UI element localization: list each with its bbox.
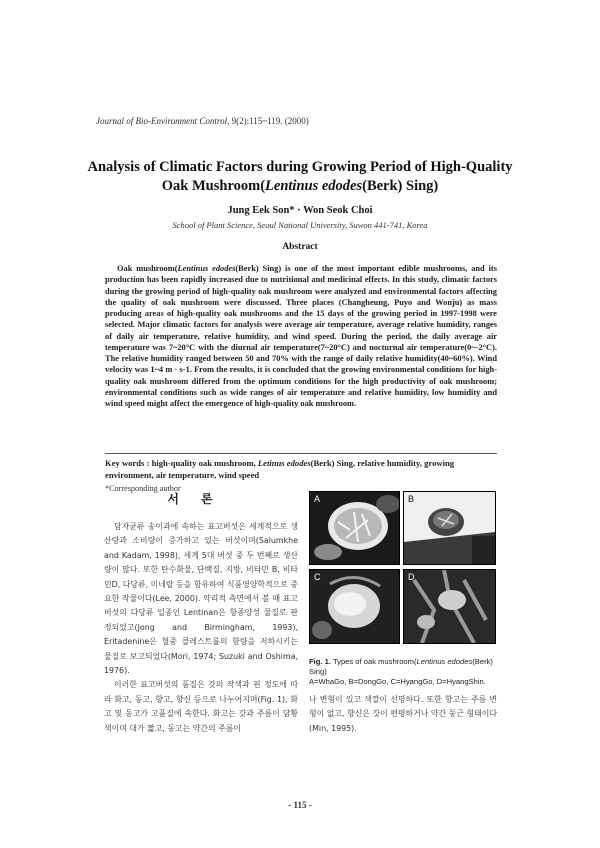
- abstract-text: (Berk) Sing) is one of the most important edible mushrooms, and its production has been rapidly increased due to nutritional and medicinal effects. In this study, climatic factors during the growing period of high-quality oak mushroom were analyzed and environmental factors affecting the quality of oak mushroom were discussed. Three places (Changheung, Puyo and Wonju) as mass producing areas of high-quality oak mushrooms and the 15 days of the growing period in 1997-1998 were selected. Major climatic factors for analysis were average air temperature, average relative humidity, ranges of daily air temperature, relative humidity, and wind speed. During the period, the daily average air temperature was 7~20°C with the diurnal air temperature(7~20°C) and nocturnal air temperature(0~-2°C). The relative humidity ranged between 50 and 70% with the range of daily relative humidity(40~60%). Wind velocity was 1~4 m · s-1. From the results, it is concluded that the growing environmental conditions for high-quality oak mushroom differed from the optimum conditions for the high productivity of oak mushroom; environmental conditions such as wide ranges of air temperature and relative humidity, low humidity and wind speed might affect the emergence of high-quality oak mushroom.: [105, 264, 497, 408]
- panel-label-b: B: [408, 494, 415, 504]
- photo-panel-a: [309, 491, 400, 565]
- authors: Jung Eek Son* · Won Seok Choi: [227, 205, 373, 216]
- title-line-1: Analysis of Climatic Factors during Growing Period of High-Quality: [87, 159, 513, 175]
- keywords-before: high-quality oak mushroom,: [151, 458, 256, 468]
- journal-citation: [96, 116, 309, 126]
- panel-label-d: D: [408, 572, 415, 582]
- figure-1-mushroom-photos: [309, 491, 495, 643]
- panel-label-c: C: [314, 572, 321, 582]
- page-number: - 115 -: [288, 800, 312, 810]
- section-heading-introduction: 서론: [167, 492, 235, 506]
- title-line-2-prefix: Oak Mushroom(: [161, 178, 266, 194]
- keywords-species: Letinus edodes: [257, 458, 311, 468]
- keywords: [105, 458, 497, 481]
- journal-name: Journal of Bio-Environment Control,: [96, 116, 230, 126]
- title-line-2-suffix: (Berk) Sing): [362, 178, 439, 194]
- body-paragraph-2: 이러한 표고버섯의 품질은 갓의 작색과 핀 정도에 따라 화고, 동고, 향고, 향신 등으로 나누어지며(Fig. 1), 화고 및 동고가 고품질에 속한다. 화고는 갓과 주름이 담황색이며 대가 짧고, 동고는 약간의 주름이: [104, 680, 298, 733]
- body-paragraph-1: 담자균류 송이과에 속하는 표고버섯은 세계적으로 생산량과 소비량이 증가하고 있는 버섯이며(Salumkhe and Kadam, 1998), 세계 5대 버섯 중 두 번째로 생산량이 많다. 또한 탄수화물, 단백질, 지방, 비타민 B, 비타민D, 다당류, 미네랄 등을 함유하여 식품영양학적으로 중요한 작물이다(Lee, 2000). 약리적 측면에서 볼 때 표고버섯의 다당류 일종인 Lentinan은 항종양성 물질로 판정되었고(Jong and Birmingham, 1993), Eritadenine은 혈중 콜레스트롤의 함량을 저하시키는 물질로 보고되었다(Mori, 1974; Suzuki and Oshima, 1976).: [104, 522, 298, 676]
- body-text-left-column: [104, 520, 298, 736]
- keywords-label: Key words :: [105, 458, 150, 468]
- affiliation: School of Plant Science, Seoul National University, Suwon 441-741, Korea: [172, 220, 428, 230]
- photo-panel-b: [403, 491, 496, 565]
- body-text-right-column: 나 변형이 있고 색깔이 선명하다. 또한 향고는 주름 변형이 없고, 향신은 갓이 편평하거나 약간 둥근 형태이다(Min, 1995).: [309, 695, 497, 733]
- photo-panel-d: [403, 569, 496, 644]
- figure-1-caption: [309, 657, 497, 687]
- caption-label: Fig. 1.: [309, 657, 331, 666]
- caption-species: Lentinus edodes: [416, 657, 473, 666]
- title-species: Lentinus edodes: [265, 178, 363, 194]
- panel-label-a: A: [314, 494, 321, 504]
- section-divider: [105, 453, 497, 454]
- abstract-lead: Oak mushroom(: [117, 264, 178, 273]
- journal-volume: 9(2):115~119. (2000): [231, 116, 309, 126]
- title-line-2: [60, 177, 540, 196]
- keywords-after: (Berk) Sing, relative humidity, growing environment, air temperature, wind speed: [105, 458, 455, 480]
- abstract-body: [105, 263, 497, 409]
- caption-text-after: (Berk) Sing): [309, 657, 493, 676]
- caption-line-2: A=WhaGo, B=DongGo, C=HyangGo, D=HyangShin.: [309, 677, 486, 686]
- photo-panel-c: [309, 569, 400, 644]
- caption-line-1: [309, 657, 497, 677]
- corresponding-author-note: *Corresponding author: [105, 484, 181, 493]
- paper-title: [60, 158, 540, 196]
- abstract-heading: Abstract: [282, 242, 318, 252]
- abstract-species: Lentinus edodes: [177, 264, 236, 273]
- caption-text-before: Types of oak mushroom(: [332, 657, 417, 666]
